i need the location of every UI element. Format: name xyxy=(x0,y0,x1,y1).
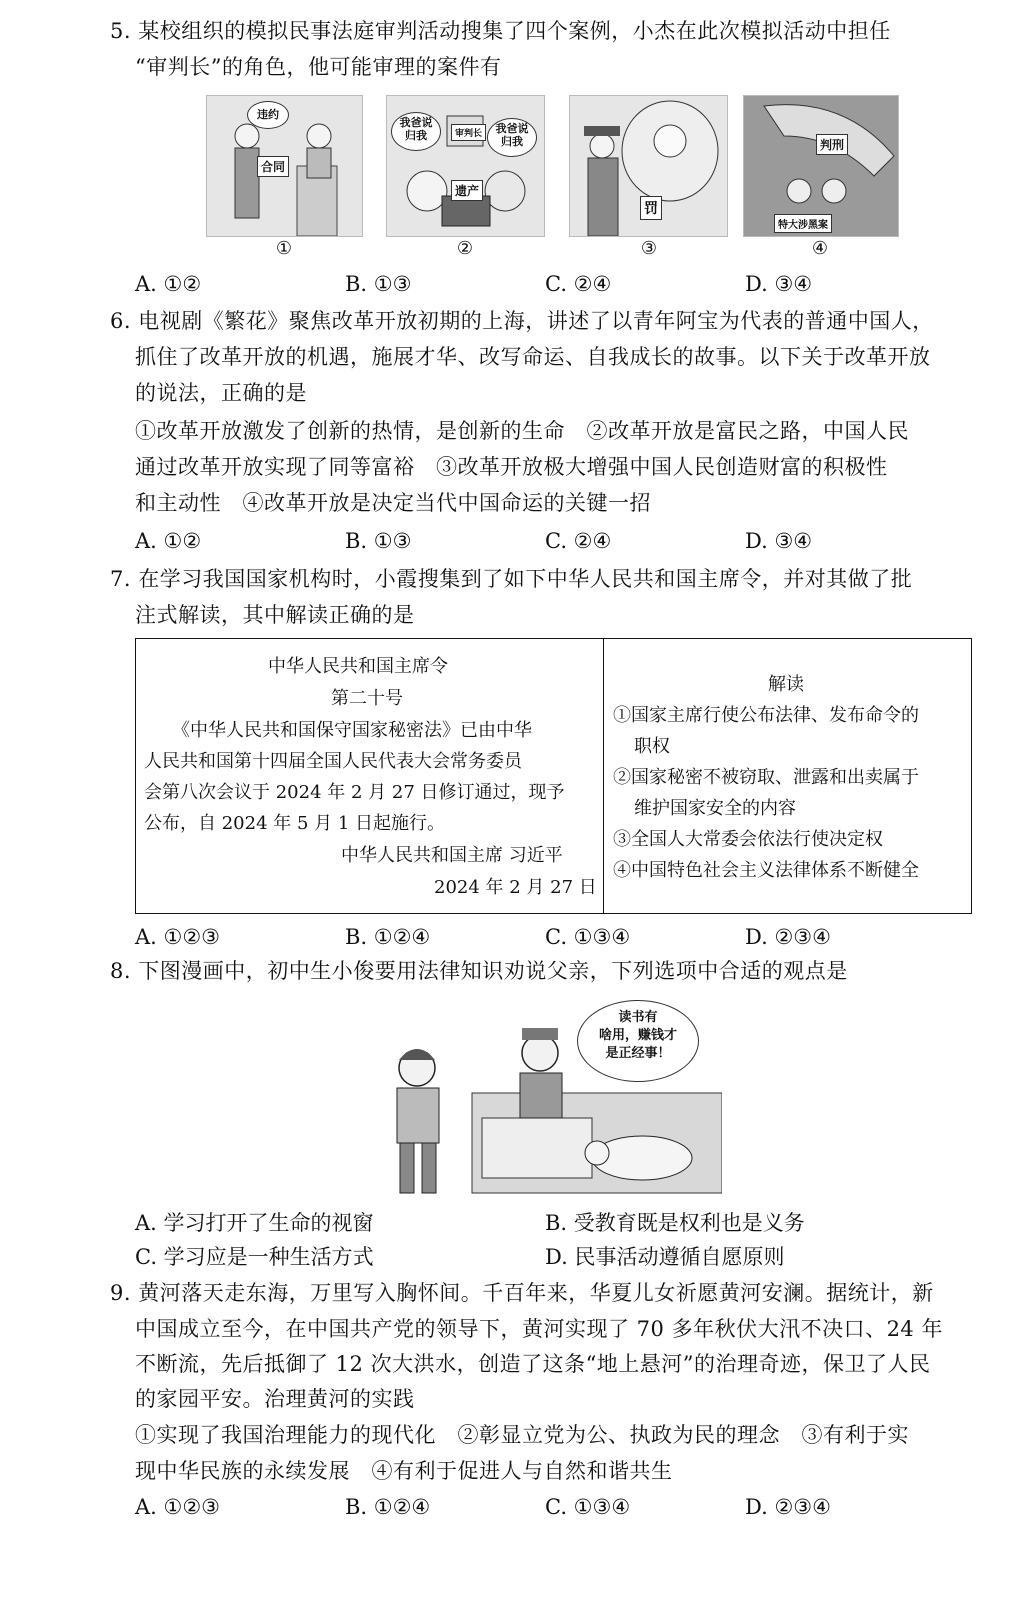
decree-body-2: 人民共和国第十四届全国人民代表大会常务委员 xyxy=(144,751,522,772)
cartoon-inheritance-dispute xyxy=(386,95,545,237)
q9-stem: 9. 黄河落天走东海，万里写入胸怀间。千百年来，华夏儿女祈愿黄河安澜。据统计，新 xyxy=(110,1281,934,1305)
q5-option-b[interactable]: B. ①③ xyxy=(345,272,412,296)
gang-case-label: 特大涉黑案 xyxy=(774,214,832,233)
q8-option-c[interactable]: C. 学习应是一种生活方式 xyxy=(135,1245,374,1269)
q8-option-a[interactable]: A. 学习打开了生命的视窗 xyxy=(135,1211,374,1235)
right-speech-bubble: 我爸说 归我 xyxy=(487,118,537,157)
q9-option-d[interactable]: D. ②③④ xyxy=(745,1495,831,1519)
estate-box: 遗产 xyxy=(451,180,483,201)
decree-table xyxy=(135,638,972,914)
q6-stem-cont: 抓住了改革开放的机遇，施展才华、改写命运、自我成长的故事。以下关于改革开放 xyxy=(135,345,931,369)
q6-option-b[interactable]: B. ①③ xyxy=(345,529,412,553)
caption-1: ① xyxy=(275,238,293,259)
q6-option-a[interactable]: A. ①② xyxy=(135,529,202,553)
q8-option-b[interactable]: B. 受教育既是权利也是义务 xyxy=(545,1211,805,1235)
q5-stem: 5. 某校组织的模拟民事法庭审判活动搜集了四个案例，小杰在此次模拟活动中担任 xyxy=(110,19,891,43)
q5-option-a[interactable]: A. ①② xyxy=(135,272,202,296)
q7-option-b[interactable]: B. ①②④ xyxy=(345,925,431,949)
contract-paper: 合同 xyxy=(257,156,289,177)
q5-stem-cont: “审判长”的角色，他可能审理的案件有 xyxy=(135,55,502,79)
cartoon-criminal-case xyxy=(743,95,899,237)
q6-items: ①改革开放激发了创新的热情，是创新的生命 ②改革开放是富民之路，中国人民 xyxy=(135,419,909,443)
decree-date: 2024 年 2 月 27 日 xyxy=(434,877,597,898)
q6-stem-cont2: 的说法，正确的是 xyxy=(135,381,307,405)
decree-number: 第二十号 xyxy=(331,688,403,709)
left-speech-bubble: 我爸说 归我 xyxy=(391,112,441,151)
cartoon-traffic-fine xyxy=(569,95,728,237)
q7-option-a[interactable]: A. ①②③ xyxy=(135,925,220,949)
interpret-4: ④中国特色社会主义法律体系不断健全 xyxy=(613,860,919,881)
q6-option-d[interactable]: D. ③④ xyxy=(745,529,813,553)
interpret-1: ①国家主席行使公布法律、发布命令的 xyxy=(613,705,919,726)
caption-3: ③ xyxy=(640,238,658,259)
q5-option-c[interactable]: C. ②④ xyxy=(545,272,612,296)
interpret-title: 解读 xyxy=(768,674,804,695)
decree-body-4: 公布，自 2024 年 5 月 1 日起施行。 xyxy=(144,813,446,834)
breach-bubble: 违约 xyxy=(247,101,289,129)
q7-option-c[interactable]: C. ①③④ xyxy=(545,925,631,949)
q5-option-d[interactable]: D. ③④ xyxy=(745,272,813,296)
interpret-2-cont: 维护国家安全的内容 xyxy=(634,798,796,819)
fine-ticket: 罚 xyxy=(640,196,662,220)
table-divider xyxy=(603,639,604,913)
q9-option-a[interactable]: A. ①②③ xyxy=(135,1495,220,1519)
q9-option-b[interactable]: B. ①②④ xyxy=(345,1495,431,1519)
q6-stem: 6. 电视剧《繁花》聚焦改革开放初期的上海，讲述了以青年阿宝为代表的普通中国人， xyxy=(110,309,934,333)
cartoon-father-son xyxy=(372,998,722,1200)
q6-items-cont2: 和主动性 ④改革开放是决定当代中国命运的关键一招 xyxy=(135,491,651,515)
judge-sign: 审判长 xyxy=(451,124,486,141)
q9-items-cont: 现中华民族的永续发展 ④有利于促进人与自然和谐共生 xyxy=(135,1459,673,1483)
q9-stem-cont: 中国成立至今，在中国共产党的领导下，黄河实现了 70 多年秋伏大汛不决口、24 年 xyxy=(135,1317,943,1341)
caption-4: ④ xyxy=(811,238,829,259)
interpret-2: ②国家秘密不被窃取、泄露和出卖属于 xyxy=(613,767,919,788)
caption-2: ② xyxy=(456,238,474,259)
decree-signer: 中华人民共和国主席 习近平 xyxy=(341,845,563,866)
q8-option-d[interactable]: D. 民事活动遵循自愿原则 xyxy=(545,1245,785,1269)
q6-option-c[interactable]: C. ②④ xyxy=(545,529,612,553)
father-speech-bubble: 读书有 啥用，赚钱才 是正经事！ xyxy=(577,1000,699,1082)
decree-body-3: 会第八次会议于 2024 年 2 月 27 日修订通过，现予 xyxy=(144,782,565,803)
cartoon-contract-dispute xyxy=(206,95,363,237)
q7-stem-cont: 注式解读，其中解读正确的是 xyxy=(135,603,415,627)
decree-title: 中华人民共和国主席令 xyxy=(268,656,448,677)
q9-items: ①实现了我国治理能力的现代化 ②彰显立党为公、执政为民的理念 ③有利于实 xyxy=(135,1423,909,1447)
q8-stem: 8. 下图漫画中，初中生小俊要用法律知识劝说父亲，下列选项中合适的观点是 xyxy=(110,959,848,983)
q9-stem-cont3: 的家园平安。治理黄河的实践 xyxy=(135,1387,415,1411)
decree-body-1: 《中华人民共和国保守国家秘密法》已由中华 xyxy=(172,720,532,741)
sentence-label: 判刑 xyxy=(816,134,848,155)
q7-stem: 7. 在学习我国国家机构时，小霞搜集到了如下中华人民共和国主席令，并对其做了批 xyxy=(110,567,913,591)
q9-option-c[interactable]: C. ①③④ xyxy=(545,1495,631,1519)
q6-items-cont: 通过改革开放实现了同等富裕 ③改革开放极大增强中国人民创造财富的积极性 xyxy=(135,455,888,479)
q9-stem-cont2: 不断流，先后抵御了 12 次大洪水，创造了这条“地上悬河”的治理奇迹，保卫了人民 xyxy=(135,1352,931,1376)
q7-option-d[interactable]: D. ②③④ xyxy=(745,925,831,949)
interpret-3: ③全国人大常委会依法行使决定权 xyxy=(613,829,883,850)
interpret-1-cont: 职权 xyxy=(634,736,670,757)
